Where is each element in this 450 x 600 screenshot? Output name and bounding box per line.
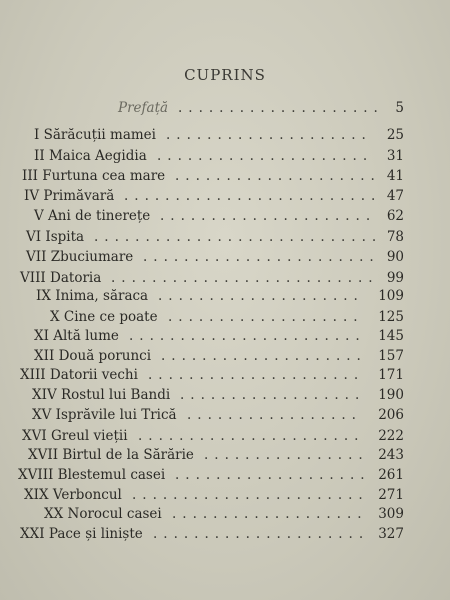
toc-entry-page: 41: [386, 168, 404, 184]
toc-entry-title: XI Altă lume: [34, 328, 119, 344]
toc-entry: [20, 367, 404, 383]
toc-entry-title: XX Norocul casei: [44, 506, 162, 522]
toc-entry: [24, 487, 404, 503]
leader-dots: .......................: [143, 249, 380, 265]
toc-entry-title: XIV Rostul lui Bandi: [32, 387, 171, 403]
toc-entry-page: 145: [378, 328, 404, 344]
toc-entry-title: XXI Pace și liniște: [20, 526, 143, 542]
toc-entry-page: 222: [378, 428, 404, 444]
toc-entry: [18, 467, 404, 483]
leader-dots: ................: [204, 447, 369, 463]
toc-entry: [34, 328, 404, 344]
toc-entry-title: XVI Greul vieții: [22, 428, 128, 444]
toc-entry-title: VI Ispita: [26, 229, 85, 245]
toc-entry-page: 31: [386, 148, 404, 164]
leader-dots: .....................: [153, 526, 370, 542]
toc-entry: [26, 249, 404, 265]
toc-heading: CUPRINS: [184, 66, 266, 84]
toc-entry-title: II Maica Aegidia: [34, 148, 147, 164]
toc-entry-page: 99: [386, 270, 404, 286]
leader-dots: ....................: [175, 168, 381, 184]
leader-dots: .......................: [132, 487, 369, 503]
toc-entry-title: XVIII Blestemul casei: [18, 467, 166, 483]
leader-dots: .......................: [129, 328, 366, 344]
toc-entry-title: I Sărăcuții mamei: [34, 127, 156, 143]
toc-entry: [34, 348, 404, 364]
leader-dots: .....................: [157, 148, 374, 164]
toc-entry-title: V Ani de tinerețe: [34, 208, 151, 224]
toc-entry: [28, 447, 404, 463]
toc-entry-page: 243: [378, 447, 404, 463]
toc-entry: [20, 526, 404, 542]
toc-entry: [32, 387, 404, 403]
toc-entry-title: IX Inima, săraca: [36, 288, 149, 304]
leader-dots: ..................: [180, 387, 366, 403]
toc-entry-page: 90: [386, 249, 404, 265]
toc-entry-page: 157: [378, 348, 404, 364]
leader-dots: ....................: [158, 288, 364, 304]
toc-entry-page: 5: [395, 100, 404, 116]
toc-entry-page: 261: [378, 467, 404, 483]
toc-entry: [26, 229, 404, 245]
leader-dots: .................: [187, 407, 362, 423]
toc-entry-page: 309: [378, 506, 404, 522]
toc-entry-title: XVII Birtul de la Sărărie: [28, 447, 194, 463]
toc-entry: [24, 188, 404, 204]
toc-entry-page: 327: [378, 526, 404, 542]
toc-entry-title: XIX Verboncul: [24, 487, 122, 503]
leader-dots: ....................: [161, 348, 367, 364]
leader-dots: .........................: [124, 188, 382, 204]
leader-dots: ....................: [178, 100, 384, 116]
toc-entry-title: X Cine ce poate: [50, 309, 158, 325]
toc-entry-title: VIII Datoria: [20, 270, 102, 286]
leader-dots: .....................: [148, 367, 365, 383]
toc-entry: [44, 506, 404, 522]
toc-entry-title: XV Isprăvile lui Trică: [32, 407, 177, 423]
toc-entry: [36, 288, 404, 304]
toc-entry: [34, 208, 404, 224]
toc-entry-page: 171: [378, 367, 404, 383]
leader-dots: ..........................: [111, 270, 379, 286]
toc-entry: [22, 428, 404, 444]
leader-dots: ............................: [94, 229, 383, 245]
toc-entry: [118, 100, 404, 116]
leader-dots: ......................: [138, 428, 365, 444]
toc-entry-page: 271: [378, 487, 404, 503]
toc-entry: [20, 270, 404, 286]
toc-entry-title: XII Două porunci: [34, 348, 152, 364]
leader-dots: ....................: [166, 127, 372, 143]
leader-dots: .....................: [160, 208, 377, 224]
toc-entry-title: IV Primăvară: [24, 188, 115, 204]
toc-entry-title: Prefață: [118, 100, 169, 116]
toc-entry-page: 47: [386, 188, 404, 204]
toc-entry-page: 109: [378, 288, 404, 304]
toc-entry-page: 25: [386, 127, 404, 143]
toc-entry-title: III Furtuna cea mare: [22, 168, 166, 184]
toc-entry: [50, 309, 404, 325]
toc-entry-page: 190: [378, 387, 404, 403]
leader-dots: ...................: [175, 467, 371, 483]
toc-entry: [34, 127, 404, 143]
toc-entry-page: 125: [378, 309, 404, 325]
toc-entry-title: VII Zbuciumare: [26, 249, 134, 265]
toc-entry-page: 78: [386, 229, 404, 245]
toc-entry-page: 62: [386, 208, 404, 224]
leader-dots: ...................: [172, 506, 368, 522]
toc-entry-page: 206: [378, 407, 404, 423]
toc-entry: [22, 168, 404, 184]
toc-entry-title: XIII Datorii vechi: [20, 367, 138, 383]
toc-entry: [34, 148, 404, 164]
toc-entry: [32, 407, 404, 423]
leader-dots: ...................: [168, 309, 364, 325]
